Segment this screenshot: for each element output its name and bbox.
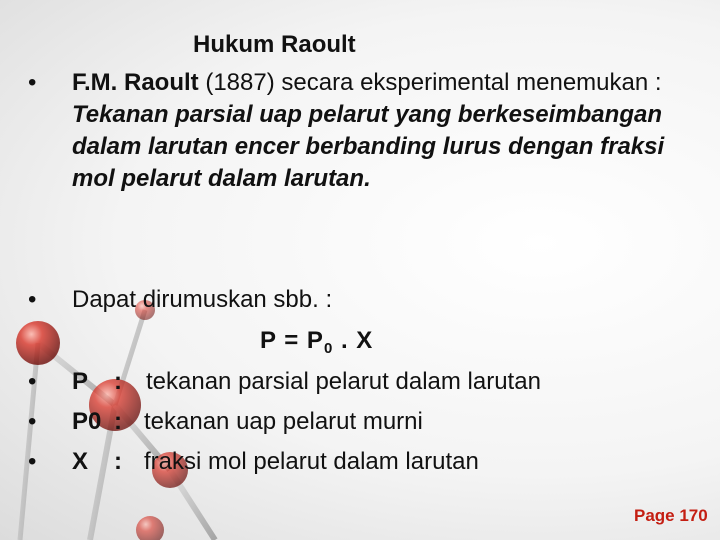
- definition-description: tekanan uap pelarut murni: [144, 408, 423, 435]
- bullet-marker: •: [28, 286, 37, 313]
- statement-intro: (1887) secara eksperimental menemukan :: [198, 69, 662, 96]
- formula-lhs: P = P: [260, 327, 324, 354]
- law-statement: Tekanan parsial uap pelarut yang berkeseimbangan dalam larutan encer berbanding lurus dengan fraksi mol pelarut dalam larutan.: [72, 101, 665, 192]
- slide-title: Hukum Raoult: [193, 31, 356, 58]
- definition-description: fraksi mol pelarut dalam larutan: [144, 448, 479, 475]
- bullet-marker: •: [28, 448, 37, 475]
- bullet-text: Dapat dirumuskan sbb. :: [72, 286, 333, 313]
- formula-subscript: 0: [323, 340, 334, 357]
- formula: [260, 325, 373, 365]
- definition-colon: :: [114, 368, 122, 395]
- bullet-text: [72, 67, 692, 195]
- bullet-marker: •: [28, 408, 37, 435]
- bullet-marker: •: [28, 69, 37, 96]
- definition-colon: :: [114, 408, 122, 435]
- author-name: F.M. Raoult: [72, 69, 199, 96]
- definition-symbol: P: [72, 368, 89, 395]
- definition-description: tekanan parsial pelarut dalam larutan: [146, 368, 541, 395]
- definition-symbol: X: [72, 448, 89, 475]
- definition-colon: :: [114, 448, 122, 475]
- bullet-marker: •: [28, 368, 37, 395]
- formula-rhs: . X: [333, 327, 374, 354]
- page-number-label: Page 170: [634, 506, 708, 525]
- definition-symbol: P0: [72, 408, 102, 435]
